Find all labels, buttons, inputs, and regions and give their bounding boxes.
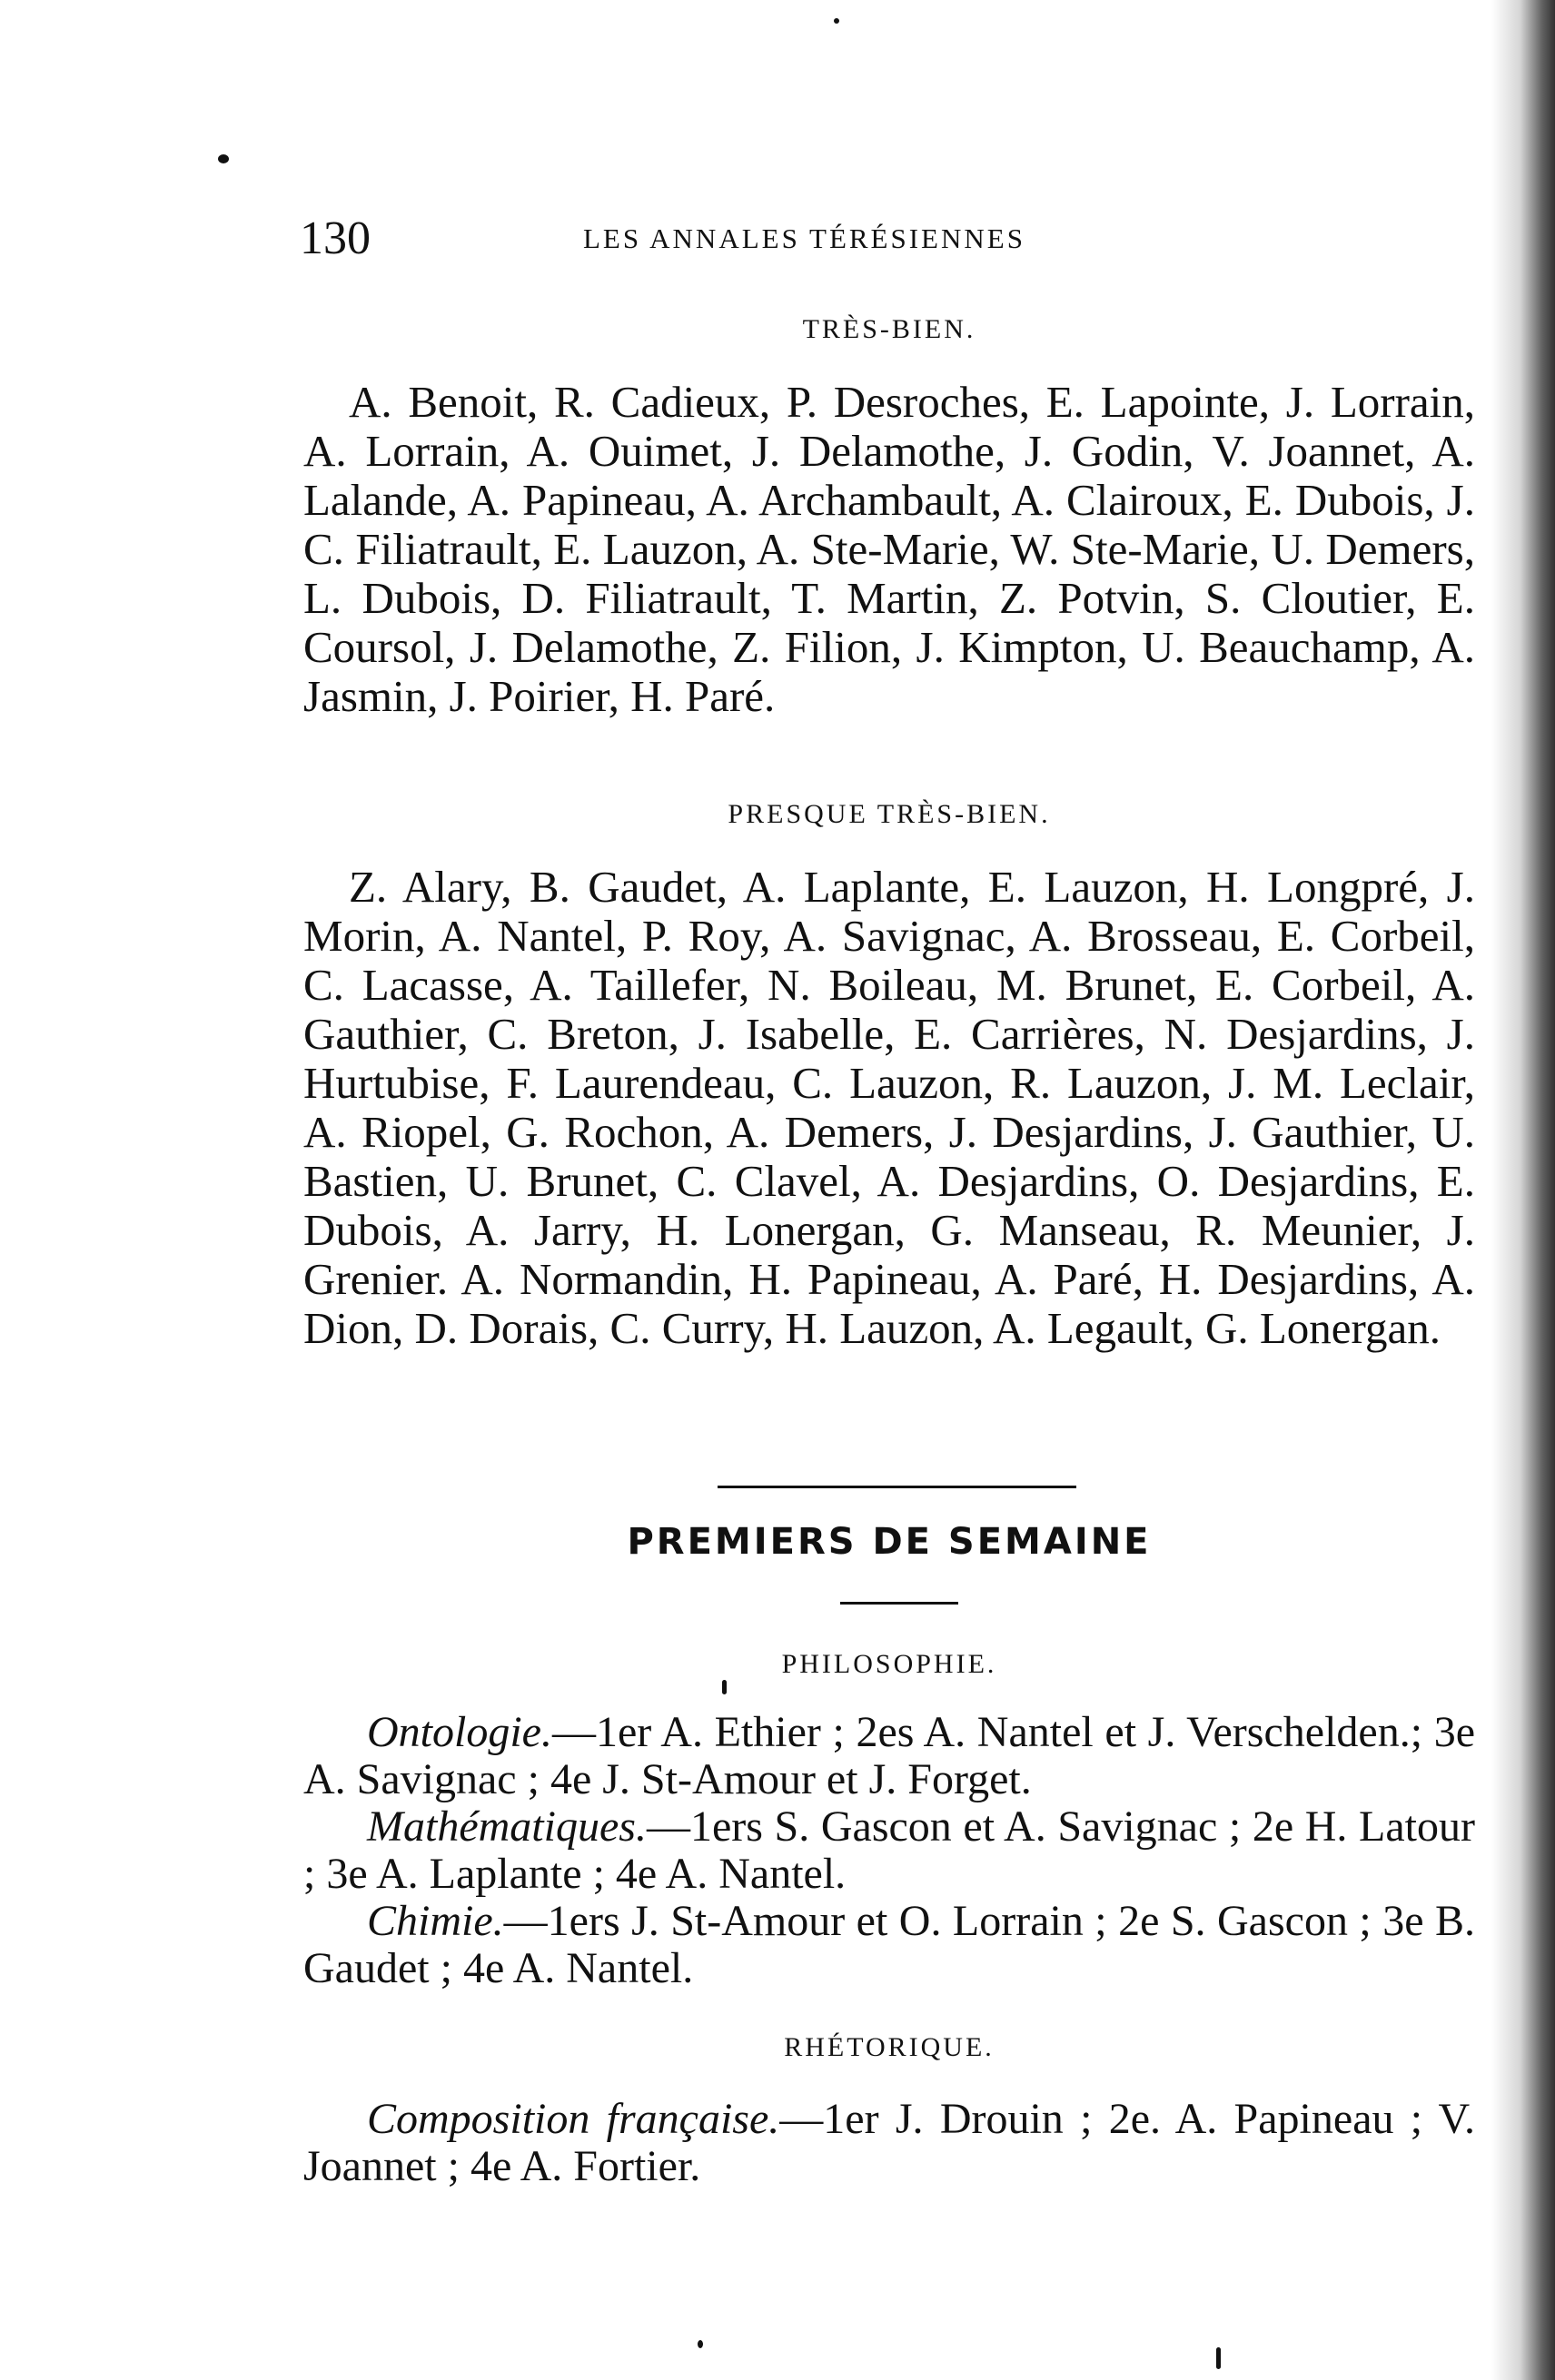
entry-composition-francaise (303, 2096, 1475, 2190)
entry-text: —1er A. Ethier ; 2es A. Nantel et J. Verschelden.; 3e A. Savignac ; 4e J. St-Amour et J. Forget. (303, 1708, 1475, 1803)
subject-label: Mathématiques. (367, 1802, 647, 1851)
scan-speck (218, 154, 229, 163)
section-heading-tres-bien: TRÈS-BIEN. (802, 314, 976, 344)
subject-label: Chimie. (367, 1897, 504, 1945)
page-number: 130 (300, 212, 371, 264)
premiers-de-semaine-heading: PREMIERS DE SEMAINE (627, 1521, 1152, 1563)
section-heading-philosophie: PHILOSOPHIE. (781, 1649, 997, 1679)
entry-text: —1er J. Drouin ; 2e. A. Papineau ; V. Joannet ; 4e A. Fortier. (303, 2095, 1476, 2190)
subject-label: Ontologie. (367, 1708, 552, 1756)
entry-text: —1ers S. Gascon et A. Savignac ; 2e H. Latour ; 3e A. Laplante ; 4e A. Nantel. (303, 1802, 1475, 1898)
entry-chimie (303, 1898, 1475, 1992)
presque-tres-bien-section (303, 792, 1475, 1353)
running-title: LES ANNALES TÉRÉSIENNES (583, 222, 1025, 254)
philosophie-section (303, 1642, 1475, 1992)
entry-text: —1ers J. St-Amour et O. Lorrain ; 2e S. Gascon ; 3e B. Gaudet ; 4e A. Nantel. (303, 1897, 1475, 1992)
entry-mathematiques (303, 1803, 1475, 1898)
divider-rule-bottom (840, 1602, 958, 1605)
page-edge-shadow (1491, 0, 1555, 2380)
scan-speck (698, 2340, 703, 2348)
subject-label: Composition française. (367, 2095, 780, 2143)
scan-speck (834, 18, 839, 24)
presque-tres-bien-names: Z. Alary, B. Gaudet, A. Laplante, E. Lauzon, H. Longpré, J. Morin, A. Nantel, P. Roy, A. Savignac, A. Brosseau, E. Corbeil, C. Lacasse, A. Taillefer, N. Boileau, M. Brunet, E. Corbeil, A. Gauthier, C. Breton, J. Isabelle, E. Carrières, N. Desjardins, J. Hurtubise, F. Laurendeau, C. Lauzon, R. Lauzon, J. M. Leclair, A. Riopel, G. Rochon, A. Demers, J. Desjardins, J. Gauthier, U. Bastien, U. Brunet, C. Clavel, A. Desjardins, O. Desjardins, E. Dubois, A. Jarry, H. Lonergan, G. Manseau, R. Meunier, J. Grenier. A. Normandin, H. Papineau, A. Paré, H. Desjardins, A. Dion, D. Dorais, C. Curry, H. Lauzon, A. Legault, G. Lonergan. (303, 862, 1475, 1353)
tres-bien-section (303, 307, 1475, 721)
rhetorique-section (303, 2025, 1475, 2190)
entry-ontologie (303, 1709, 1475, 1803)
page-header (300, 207, 1208, 271)
section-heading-rhetorique: RHÉTORIQUE. (784, 2032, 995, 2062)
divider-rule-top (718, 1486, 1076, 1488)
tres-bien-names: A. Benoit, R. Cadieux, P. Desroches, E. Lapointe, J. Lorrain, A. Lorrain, A. Ouimet, J. Delamothe, J. Godin, V. Joannet, A. Lalande, A. Papineau, A. Archambault, A. Clairoux, E. Dubois, J. C. Filiatrault, E. Lauzon, A. Ste-Marie, W. Ste-Marie, U. Demers, L. Dubois, D. Filiatrault, T. Martin, Z. Potvin, S. Cloutier, E. Coursol, J. Delamothe, Z. Filion, J. Kimpton, U. Beauchamp, A. Jasmin, J. Poirier, H. Paré. (303, 377, 1475, 721)
section-heading-presque-tres-bien: PRESQUE TRÈS-BIEN. (728, 799, 1051, 829)
scan-speck (1216, 2347, 1221, 2369)
